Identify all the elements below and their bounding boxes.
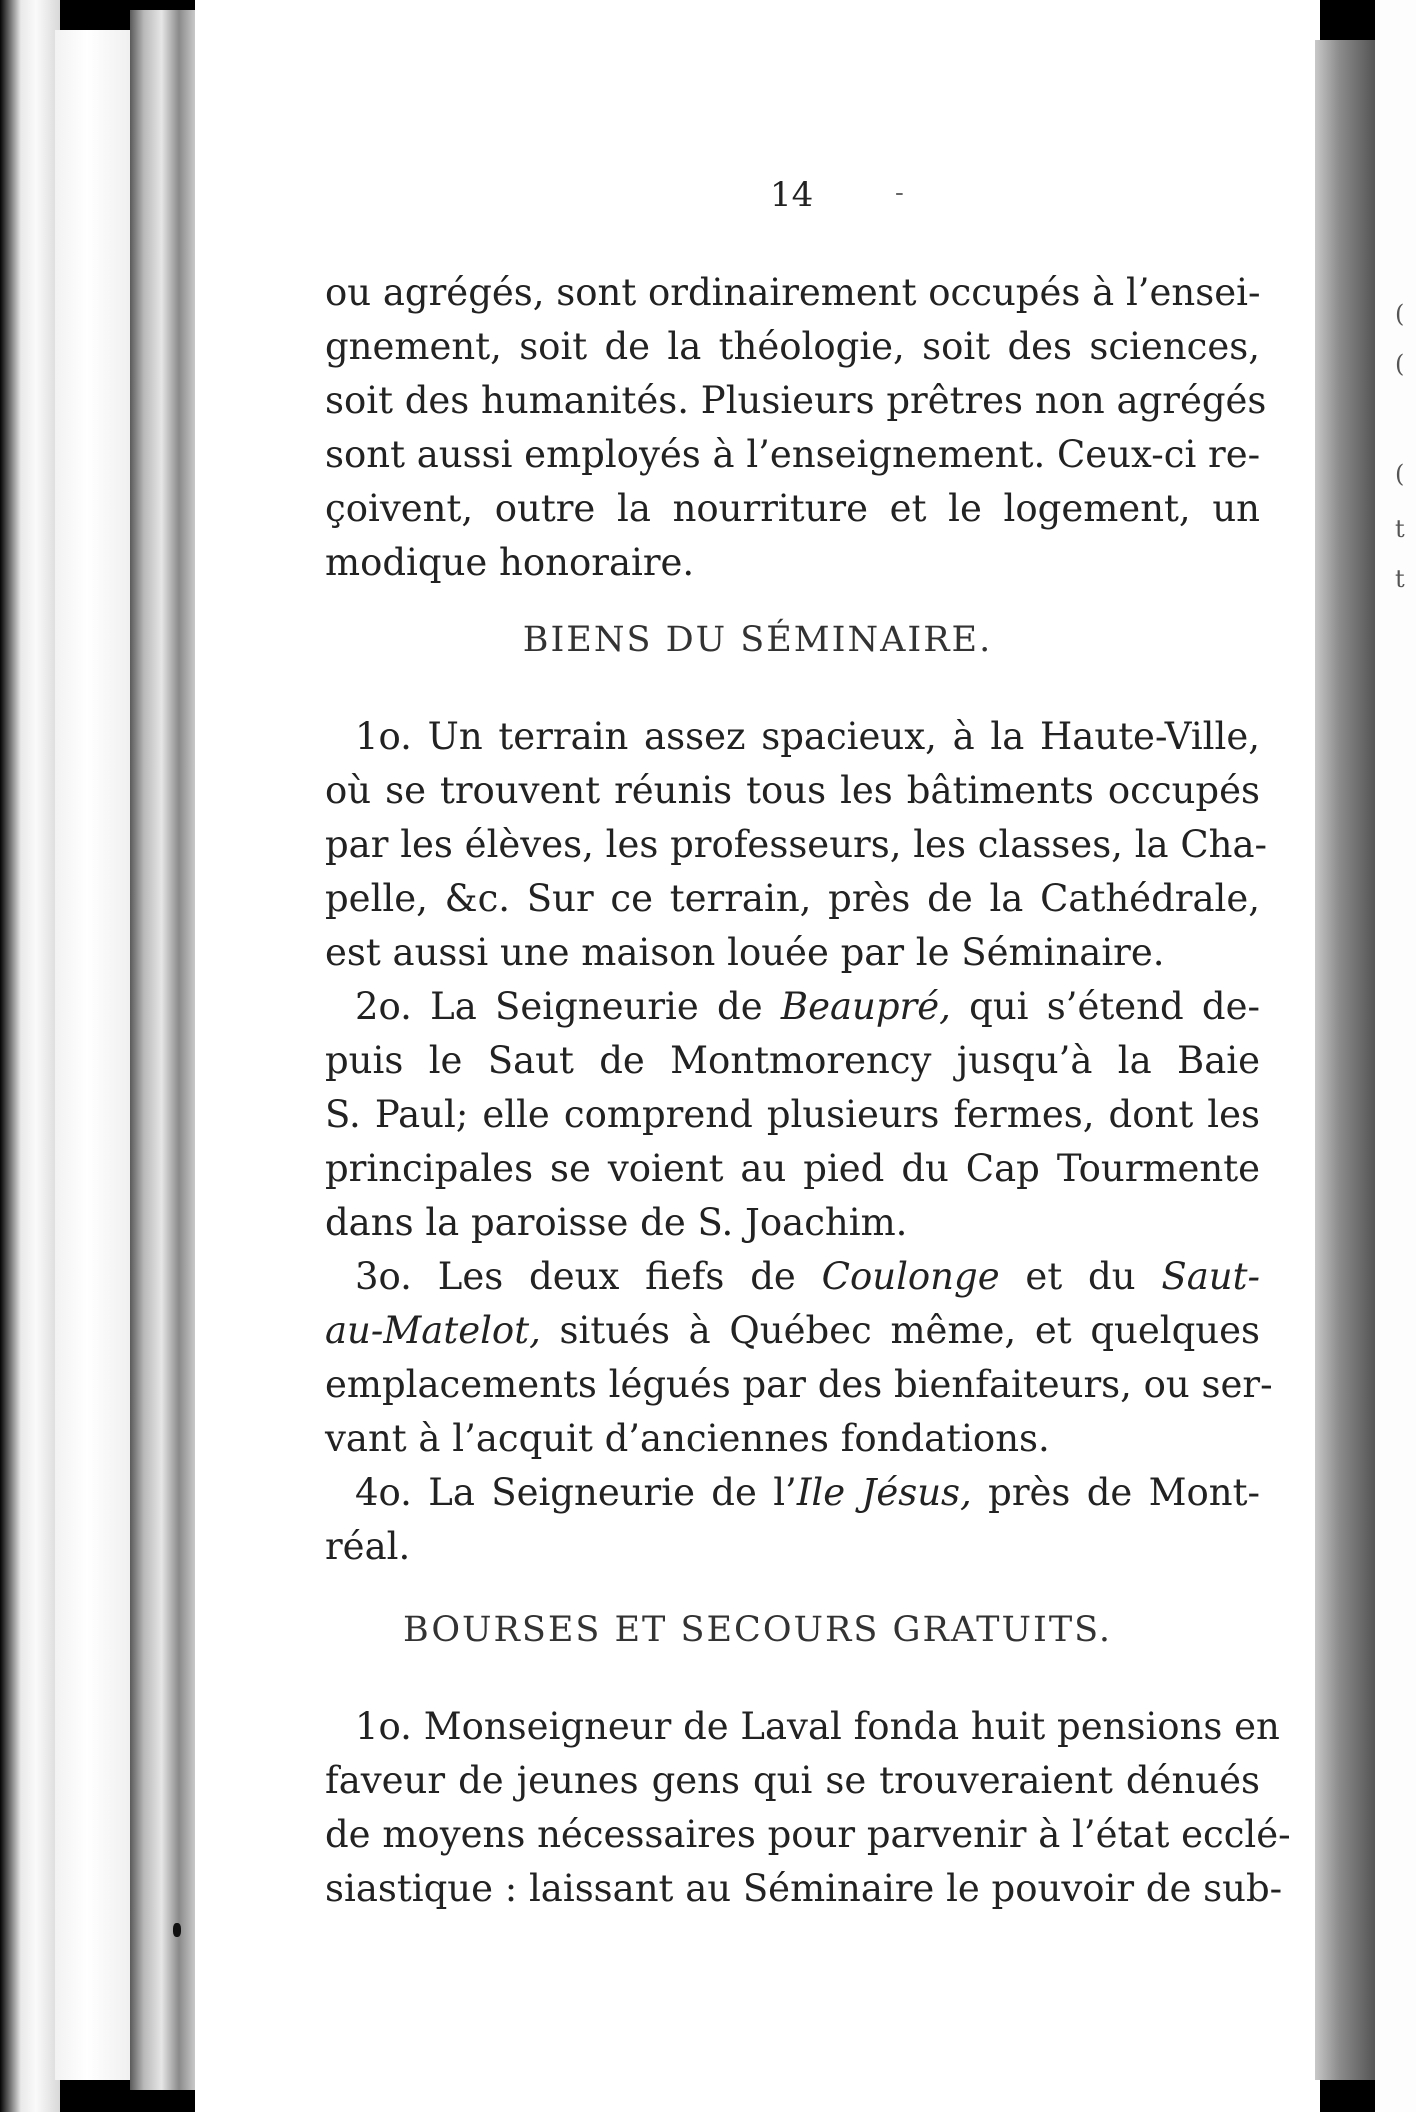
text-line: puis le Saut de Montmorency jusqu’à la Baie [325,1039,1260,1082]
text-line: est aussi une maison louée par le Séminaire. [325,931,1165,974]
text-line: siastique : laissant au Séminaire le pouvoir de sub- [325,1867,1283,1910]
text-line: faveur de jeunes gens qui se trouveraient dénués [325,1759,1260,1802]
text-line: dans la paroisse de S. Joachim. [325,1201,908,1244]
text-line: 3o. Les deux fiefs de Coulonge et du Saut- [355,1255,1260,1298]
text-line: emplacements légués par des bienfaiteurs, ou ser- [325,1363,1273,1406]
text-line: vant à l’acquit d’anciennes fondations. [325,1417,1050,1460]
section-heading: BOURSES ET SECOURS GRATUITS. [402,1610,1113,1650]
text-line: 2o. La Seigneurie de Beaupré, qui s’étend de- [355,985,1260,1028]
text-line: de moyens nécessaires pour parvenir à l’état ecclé- [325,1813,1291,1856]
previous-page-edge [0,0,60,2112]
text-line: modique honoraire. [325,541,695,584]
page-number-dash: - [895,178,904,208]
text-line: çoivent, outre la nourriture et le logement, un [325,487,1260,530]
text-line: sont aussi employés à l’enseignement. Ceux-ci re- [325,433,1261,476]
previous-page-margin [55,30,135,2080]
margin-mark: ( [1395,460,1405,488]
text-line: ou agrégés, sont ordinairement occupés à l’ensei- [325,271,1261,314]
ink-spot [173,1923,181,1937]
margin-mark: t [1395,565,1405,593]
margin-mark: t [1395,515,1405,543]
text-line: 1o. Un terrain assez spacieux, à la Haute-Ville, [355,715,1260,758]
text-line: S. Paul; elle comprend plusieurs fermes, dont les [325,1093,1260,1136]
text-line: au-Matelot, situés à Québec même, et quelques [325,1309,1260,1352]
book-gutter [130,10,200,2090]
page-number: 14 [770,175,814,215]
text-line: par les élèves, les professeurs, les classes, la Cha- [325,823,1268,866]
page-edge-shadow [1315,40,1375,2080]
text-line: soit des humanités. Plusieurs prêtres non agrégés [325,379,1267,422]
text-line: réal. [325,1525,411,1568]
text-line: 4o. La Seigneurie de l’Ile Jésus, près de Mont- [355,1471,1261,1514]
margin-mark: ( [1395,300,1405,328]
text-line: pelle, &c. Sur ce terrain, près de la Cathédrale, [325,877,1260,920]
margin-mark: ( [1395,350,1405,378]
section-heading: BIENS DU SÉMINAIRE. [522,620,993,660]
text-line: où se trouvent réunis tous les bâtiments occupés [325,769,1260,812]
text-line: gnement, soit de la théologie, soit des sciences, [325,325,1260,368]
text-line: principales se voient au pied du Cap Tourmente [325,1147,1260,1190]
text-line: 1o. Monseigneur de Laval fonda huit pensions en [355,1705,1280,1748]
